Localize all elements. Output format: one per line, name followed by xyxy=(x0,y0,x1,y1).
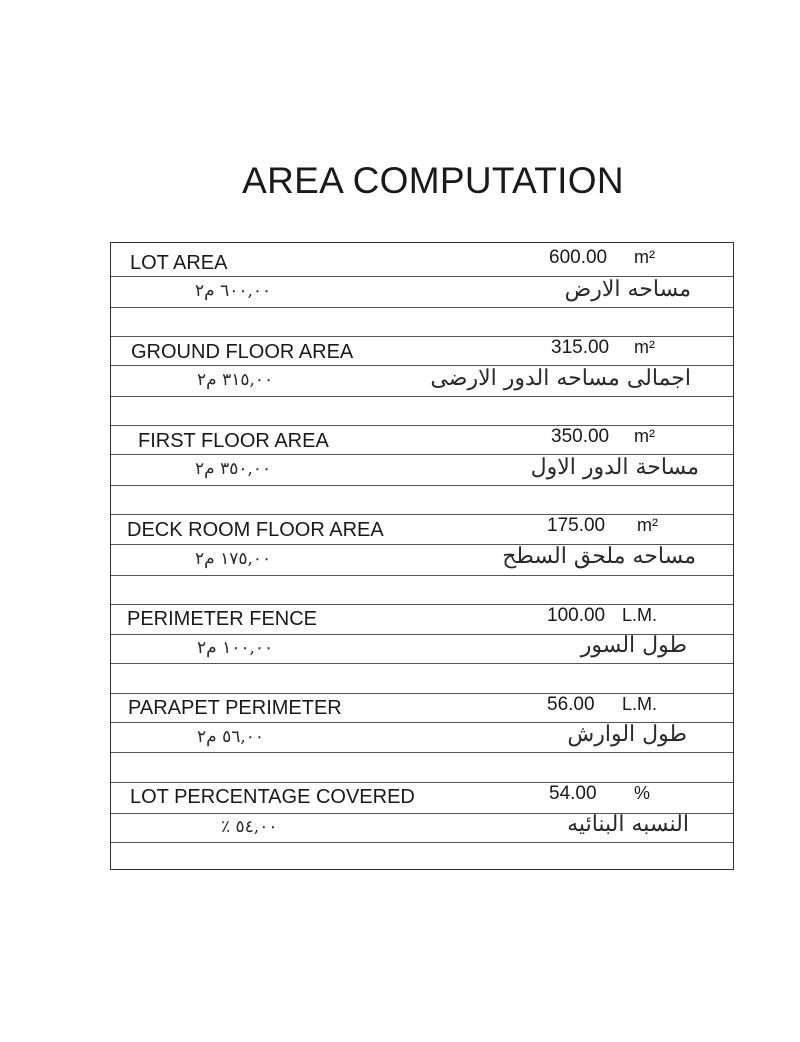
lot-percentage-covered-label: LOT PERCENTAGE COVERED xyxy=(130,786,415,808)
row-divider xyxy=(111,307,733,308)
row-divider xyxy=(111,396,733,397)
perimeter-fence-unit: L.M. xyxy=(622,605,658,625)
deck-room-floor-area-arabic-label: مساحه ملحق السطح xyxy=(502,544,696,569)
first-floor-area-unit: m² xyxy=(634,426,655,446)
ground-floor-area-unit: m² xyxy=(634,337,655,357)
row-divider xyxy=(111,842,733,843)
lot-area-arabic-label: مساحه الارض xyxy=(564,277,691,302)
parapet-perimeter-arabic-value: ٥٦,٠٠ م٢ xyxy=(197,727,265,747)
row-divider xyxy=(111,485,733,486)
deck-room-floor-area-value: 175.00 xyxy=(547,515,606,536)
deck-room-floor-area-arabic-value: ١٧٥,٠٠ م٢ xyxy=(195,549,272,569)
first-floor-area-label: FIRST FLOOR AREA xyxy=(138,430,329,452)
row-divider xyxy=(111,752,733,753)
lot-area-arabic-value: ٦٠٠,٠٠ م٢ xyxy=(195,281,272,301)
first-floor-area-arabic-label: مساحة الدور الاول xyxy=(530,455,699,480)
deck-room-floor-area-unit: m² xyxy=(637,515,658,535)
perimeter-fence-value: 100.00 xyxy=(547,605,606,626)
parapet-perimeter-arabic-label: طول الوارش xyxy=(567,722,687,747)
row-divider xyxy=(111,663,733,664)
first-floor-area-arabic-value: ٣٥٠,٠٠ م٢ xyxy=(195,459,272,479)
ground-floor-area-arabic-value: ٣١٥,٠٠ م٢ xyxy=(197,370,274,390)
row-divider xyxy=(111,575,733,576)
lot-area-unit: m² xyxy=(634,247,655,267)
perimeter-fence-arabic-label: طول السور xyxy=(580,633,687,658)
deck-room-floor-area-label: DECK ROOM FLOOR AREA xyxy=(127,519,384,541)
first-floor-area-value: 350.00 xyxy=(551,426,610,447)
page-title: AREA COMPUTATION xyxy=(242,160,624,201)
lot-percentage-covered-value: 54.00 xyxy=(549,783,597,804)
lot-percentage-covered-unit: % xyxy=(634,783,651,803)
lot-area-value: 600.00 xyxy=(549,247,608,268)
ground-floor-area-value: 315.00 xyxy=(551,337,610,358)
parapet-perimeter-value: 56.00 xyxy=(547,694,595,715)
area-table xyxy=(110,242,734,870)
ground-floor-area-label: GROUND FLOOR AREA xyxy=(131,341,354,363)
lot-percentage-covered-arabic-label: النسبه البنائيه xyxy=(567,812,689,837)
lot-area-label: LOT AREA xyxy=(130,252,228,274)
perimeter-fence-arabic-value: ١٠٠,٠٠ م٢ xyxy=(197,638,274,658)
parapet-perimeter-unit: L.M. xyxy=(622,694,658,714)
lot-percentage-covered-arabic-value: ٥٤,٠٠ ٪ xyxy=(221,817,278,837)
ground-floor-area-arabic-label: اجمالى مساحه الدور الارضى xyxy=(430,366,691,391)
parapet-perimeter-label: PARAPET PERIMETER xyxy=(128,697,342,719)
perimeter-fence-label: PERIMETER FENCE xyxy=(127,608,318,630)
